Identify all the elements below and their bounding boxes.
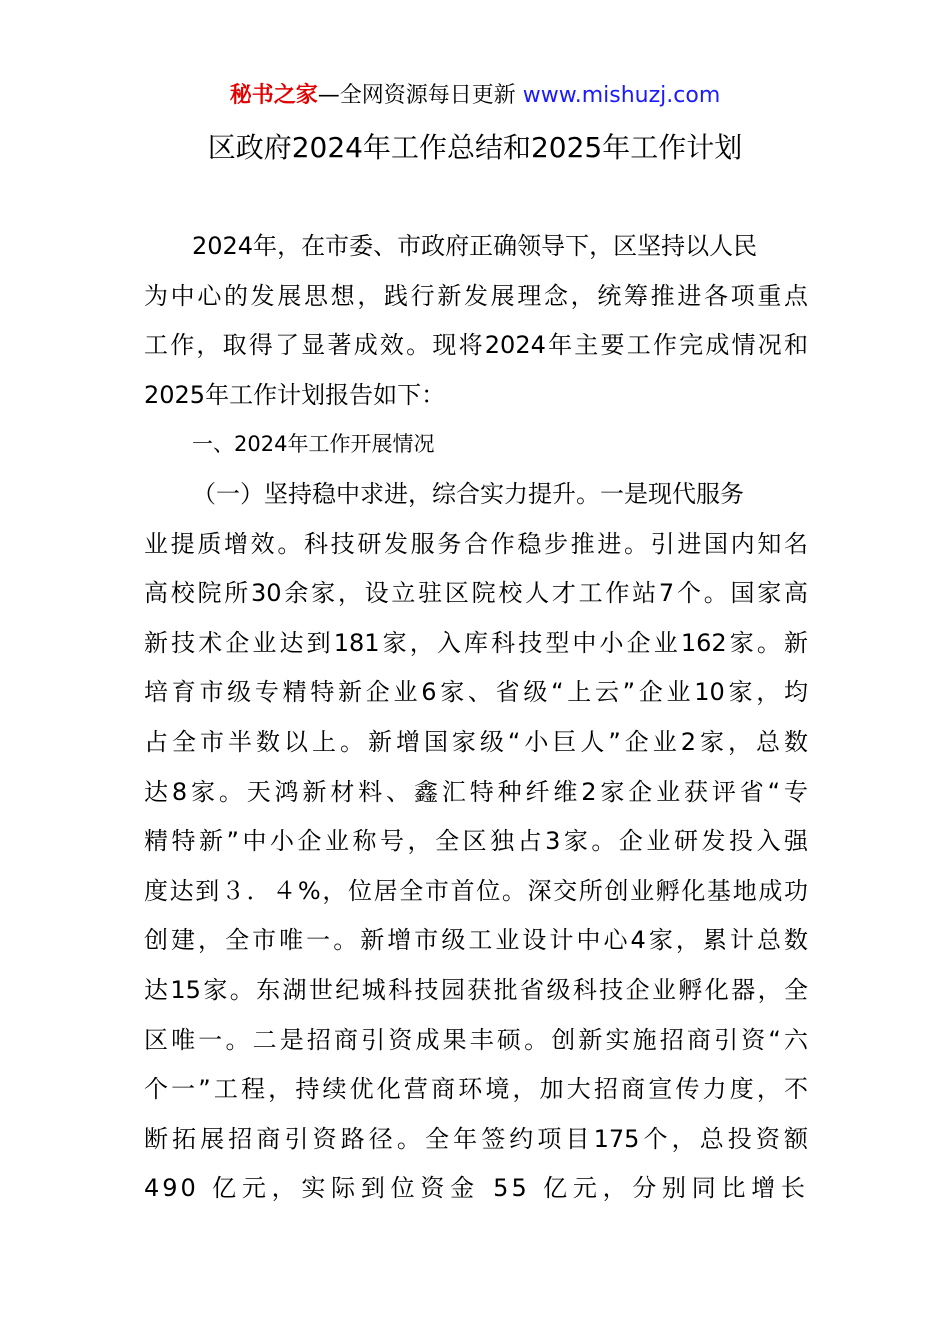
- paragraph-line: 区唯一。二是招商引资成果丰硕。创新实施招商引资“六: [144, 1025, 808, 1054]
- paragraph-line: 占全市半数以上。新增国家级“小巨人”企业2家，总数: [144, 727, 808, 756]
- paragraph-line: 达8家。天鸿新材料、鑫汇特种纤维2家企业获评省“专: [144, 777, 808, 806]
- paragraph-line: 业提质增效。科技研发服务合作稳步推进。引进国内知名: [144, 529, 808, 558]
- site-url-link[interactable]: www.mishuzj.com: [522, 83, 721, 108]
- paragraph-line: 为中心的发展思想，践行新发展理念，统筹推进各项重点: [144, 281, 808, 310]
- paragraph-line: 2025年工作计划报告如下：: [144, 380, 446, 409]
- paragraph-line: 490 亿元，实际到位资金 55 亿元，分别同比增长: [144, 1174, 808, 1203]
- paragraph-line: 创建，全市唯一。新增市级工业设计中心4家，累计总数: [144, 926, 808, 955]
- paragraph-line: 精特新”中小企业称号，全区独占3家。企业研发投入强: [144, 827, 808, 856]
- document-body: [144, 222, 808, 1214]
- paragraph-line: 2024年，在市委、市政府正确领导下，区坚持以人民: [192, 232, 758, 260]
- paragraph-line: 培育市级专精特新企业6家、省级“上云”企业10家，均: [144, 678, 808, 707]
- paragraph-line: 工作，取得了显著成效。现将2024年主要工作完成情况和: [144, 331, 808, 360]
- paragraph-line: 新技术企业达到181家，入库科技型中小企业162家。新: [144, 628, 808, 657]
- paragraph-line: 断拓展招商引资路径。全年签约项目175个，总投资额: [144, 1124, 808, 1153]
- section-heading: 一、2024年工作开展情况: [192, 432, 435, 457]
- site-header: [0, 82, 950, 110]
- brand-name: 秘书之家: [229, 83, 318, 108]
- paragraph-line: 高校院所30余家，设立驻区院校人才工作站7个。国家高: [144, 579, 808, 608]
- paragraph-line: 达15家。东湖世纪城科技园获批省级科技企业孵化器，全: [144, 975, 808, 1004]
- paragraph-line: （一）坚持稳中求进，综合实力提升。一是现代服务: [192, 479, 744, 508]
- header-tagline: —全网资源每日更新: [317, 83, 516, 108]
- document-title: 区政府2024年工作总结和2025年工作计划: [207, 131, 743, 164]
- paragraph-line: 度达到３．４%，位居全市首位。深交所创业孵化基地成功: [144, 876, 808, 905]
- paragraph-line: 个一”工程，持续优化营商环境，加大招商宣传力度，不: [144, 1075, 808, 1104]
